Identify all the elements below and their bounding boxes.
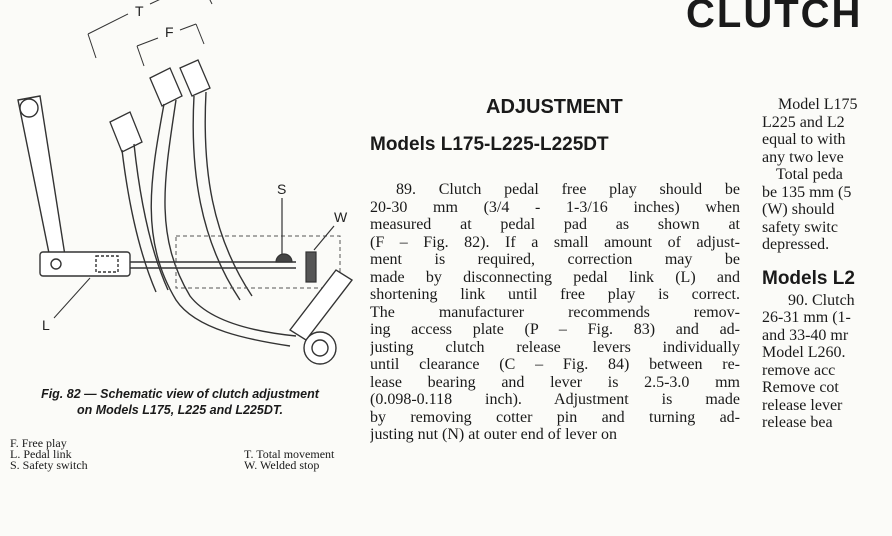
body-line: measured at pedal pad as shown at (370, 216, 740, 233)
pedal-link (40, 252, 296, 276)
figure-legend-right (244, 449, 334, 471)
legend-item: T. Total movement (244, 447, 335, 461)
model-subheading-right: Models L2 (762, 267, 855, 289)
model-subheading: Models L175-L225-L225DT (370, 134, 609, 155)
body-column-middle (370, 181, 740, 444)
body-line: justing nut (N) at outer end of lever on (370, 426, 618, 443)
body-line: release lever (762, 396, 843, 414)
caption-line: on Models L175, L225 and L225DT. (76, 403, 284, 417)
body-line: (F – Fig. 82). If a small amount of adjust- (370, 233, 740, 251)
body-line: remove acc (762, 361, 836, 379)
body-line: The manufacturer recommends remov- (370, 303, 740, 321)
label-l: L (42, 317, 50, 333)
body-line: Model L260. (762, 344, 846, 361)
body-column-right (762, 96, 892, 432)
section-heading: ADJUSTMENT (486, 96, 623, 118)
body-line: justing clutch release levers individually (370, 338, 740, 356)
brake-lever (18, 96, 66, 268)
body-line: depressed. (762, 236, 830, 253)
body-line: 90. Clutch (788, 291, 855, 309)
body-line: 26-31 mm (1- (762, 309, 851, 326)
body-line: ment is required, correction may be (370, 251, 740, 268)
section-title: CLUTCH (686, 0, 863, 36)
body-line: (0.098-0.118 inch). Adjustment is made (370, 391, 740, 408)
body-line: be 135 mm (5 (762, 183, 852, 201)
body-line: L225 and L2 (762, 113, 845, 131)
legend-item: W. Welded stop (244, 458, 320, 472)
body-line: by removing cotter pin and turning ad- (370, 408, 740, 426)
body-line: made by disconnecting pedal link (L) and (370, 268, 740, 286)
safety-switch (276, 198, 292, 262)
legend-item: S. Safety switch (10, 458, 88, 472)
label-s: S (277, 181, 287, 197)
body-line: Total peda (776, 166, 843, 183)
body-line: lease bearing and lever is 2.5-3.0 mm (370, 373, 740, 391)
label-f: F (165, 24, 174, 40)
legend-item: F. Free play (10, 436, 67, 450)
figure-caption (10, 386, 350, 418)
body-line: release bea (762, 414, 833, 431)
body-line: safety switc (762, 218, 838, 236)
pedal-arms (122, 92, 296, 346)
body-line: and 33-40 mr (762, 326, 849, 344)
body-line: equal to with (762, 131, 846, 148)
caption-line: Fig. 82 — Schematic view of clutch adjustment (41, 387, 319, 401)
label-t: T (135, 3, 144, 19)
pedal-pads (110, 60, 210, 152)
total-movement-dimension (88, 0, 212, 58)
body-line: Model L175 (778, 96, 858, 113)
welded-stop (306, 226, 334, 282)
body-line: any two leve (762, 148, 844, 166)
body-line: Remove cot (762, 379, 839, 396)
body-line: ing access plate (P – Fig. 83) and ad- (370, 321, 740, 338)
link-leader (54, 278, 90, 318)
body-line: (W) should (762, 201, 835, 218)
body-line: 20-30 mm (3/4 - 1-3/16 inches) when (370, 198, 740, 216)
body-line: 89. Clutch pedal free play should be (396, 181, 740, 198)
pedal-pivot (290, 270, 352, 364)
clutch-schematic-figure (0, 0, 360, 380)
body-line: shortening link until free play is correct. (370, 286, 740, 303)
label-w: W (334, 209, 348, 225)
legend-item: L. Pedal link (10, 447, 72, 461)
figure-legend-left (10, 438, 88, 471)
body-line: until clearance (C – Fig. 84) between re- (370, 356, 740, 373)
